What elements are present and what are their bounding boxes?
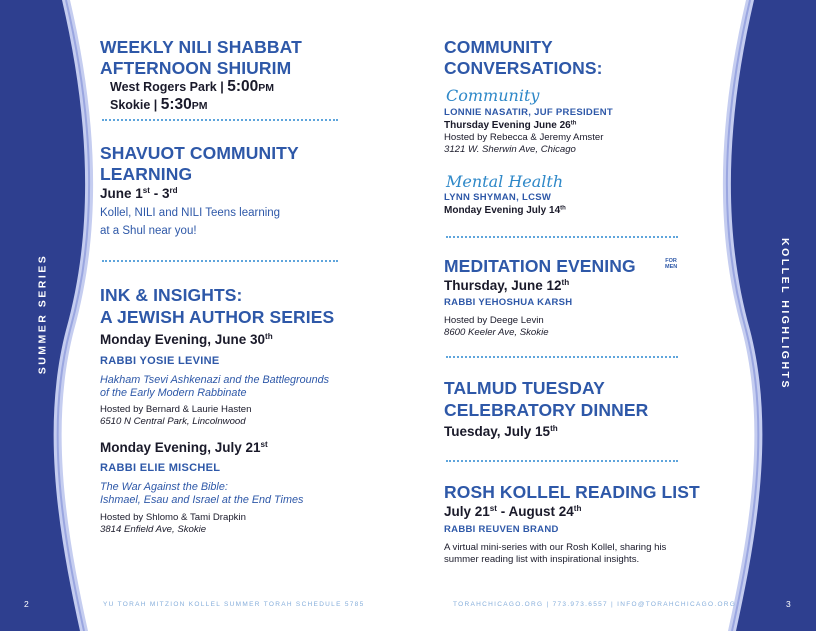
community-session1-host: Hosted by Rebecca & Jeremy Amster <box>444 132 604 143</box>
ink-title-line1: INK & INSIGHTS: <box>100 285 243 305</box>
reading-date <box>444 504 581 519</box>
shavuot-description-line1: Kollel, NILI and NILI Teens learning <box>100 207 281 219</box>
location-label: West Rogers Park | <box>110 80 228 94</box>
ink-title-line2: A JEWISH AUTHOR SERIES <box>100 307 335 327</box>
meditation-address: 8600 Keeler Ave, Skokie <box>444 327 549 338</box>
for-men-badge <box>665 258 677 270</box>
right-page-number: 3 <box>786 599 791 609</box>
ink-event1-book-line1: Hakham Tsevi Ashkenazi and the Battlegrounds <box>100 374 330 386</box>
date-start: June 1 <box>100 186 143 201</box>
date-end: - August 24 <box>496 504 574 519</box>
reading-title: ROSH KOLLEL READING LIST <box>444 482 700 502</box>
date-suffix: st <box>142 186 150 196</box>
date-text: Thursday Evening June 26 <box>444 120 571 131</box>
community-script-heading: Community <box>446 86 540 105</box>
date-suffix: st <box>260 440 268 450</box>
ink-event2-book-line2: Ishmael, Esau and Israel at the End Times <box>100 494 304 506</box>
shavuot-title-line1: SHAVUOT COMMUNITY <box>100 143 299 163</box>
badge-line1: FOR <box>665 258 677 264</box>
ink-event1-speaker: RABBI YOSIE LEVINE <box>100 355 220 367</box>
date-suffix: th <box>573 504 582 514</box>
weekly-title-line1: WEEKLY NILI SHABBAT <box>100 37 302 57</box>
ink-event1-book-line2: of the Early Modern Rabbinate <box>100 387 247 399</box>
meditation-title: MEDITATION EVENING <box>444 256 636 276</box>
community-session2-speaker: LYNN SHYMAN, LCSW <box>444 192 552 203</box>
talmud-title-line1: TALMUD TUESDAY <box>444 378 605 398</box>
location-label: Skokie | <box>110 98 161 112</box>
date-text: Thursday, June 12 <box>444 278 562 293</box>
ink-event1-host: Hosted by Bernard & Laurie Hasten <box>100 404 252 415</box>
reading-speaker: RABBI REUVEN BRAND <box>444 524 559 535</box>
ink-event2-speaker: RABBI ELIE MISCHEL <box>100 462 221 474</box>
reading-description-line1: A virtual mini-series with our Rosh Kollel, sharing his <box>444 542 667 553</box>
time-value: 5:00 <box>227 78 259 95</box>
community-title-line2: CONVERSATIONS: <box>444 58 603 78</box>
meditation-speaker: RABBI YEHOSHUA KARSH <box>444 297 573 308</box>
left-page-number: 2 <box>24 599 29 609</box>
ink-event2-book-line1: The War Against the Bible: <box>100 481 228 493</box>
ink-event1-address: 6510 N Central Park, Lincolnwood <box>100 416 246 427</box>
pm-label: PM <box>258 82 274 94</box>
date-suffix: rd <box>169 186 178 196</box>
badge-line2: MEN <box>665 264 678 270</box>
community-title-line1: COMMUNITY <box>444 37 553 57</box>
pm-label: PM <box>191 100 208 112</box>
talmud-title-line2: CELEBRATORY DINNER <box>444 400 649 420</box>
divider <box>446 236 678 238</box>
time-value: 5:30 <box>160 96 192 113</box>
date-suffix: th <box>265 332 273 342</box>
date-end: - 3 <box>149 186 170 201</box>
date-suffix: th <box>570 120 577 127</box>
date-suffix: st <box>489 504 497 514</box>
date-start: July 21 <box>444 504 490 519</box>
shavuot-description-line2: at a Shul near you! <box>100 225 197 237</box>
date-text: Monday Evening, July 21 <box>100 440 261 455</box>
date-suffix: th <box>560 205 566 212</box>
date-suffix: th <box>561 278 570 288</box>
ink-event2-host: Hosted by Shlomo & Tami Drapkin <box>100 512 246 523</box>
reading-description-line2: summer reading list with inspirational insights. <box>444 554 640 565</box>
left-footer: YU TORAH MITZION KOLLEL SUMMER TORAH SCHEDULE 5785 <box>103 601 365 608</box>
meditation-host: Hosted by Deege Levin <box>444 315 544 326</box>
date-text: Monday Evening July 14 <box>444 205 561 216</box>
talmud-date <box>444 424 558 439</box>
ink-event2-address: 3814 Enfield Ave, Skokie <box>100 524 207 535</box>
right-footer: TORAHCHICAGO.ORG | 773.973.6557 | INFO@TORAHCHICAGO.ORG <box>453 601 737 608</box>
community-session1-speaker: LONNIE NASATIR, JUF PRESIDENT <box>444 107 613 118</box>
divider <box>446 356 678 358</box>
date-text: Tuesday, July 15 <box>444 424 551 439</box>
meditation-date <box>444 278 569 293</box>
right-side-label: KOLLEL HIGHLIGHTS <box>778 238 791 390</box>
community-session1-address: 3121 W. Sherwin Ave, Chicago <box>444 144 576 155</box>
left-side-label: SUMMER SERIES <box>36 253 49 375</box>
weekly-title-line2: AFTERNOON SHIURIM <box>100 58 292 78</box>
shavuot-title-line2: LEARNING <box>100 164 193 184</box>
date-suffix: th <box>550 424 558 434</box>
community-session2-date <box>444 205 566 216</box>
mental-health-script-heading: Mental Health <box>446 172 564 191</box>
date-text: Monday Evening, June 30 <box>100 332 266 347</box>
community-session1-date <box>444 120 576 131</box>
divider <box>446 460 678 462</box>
